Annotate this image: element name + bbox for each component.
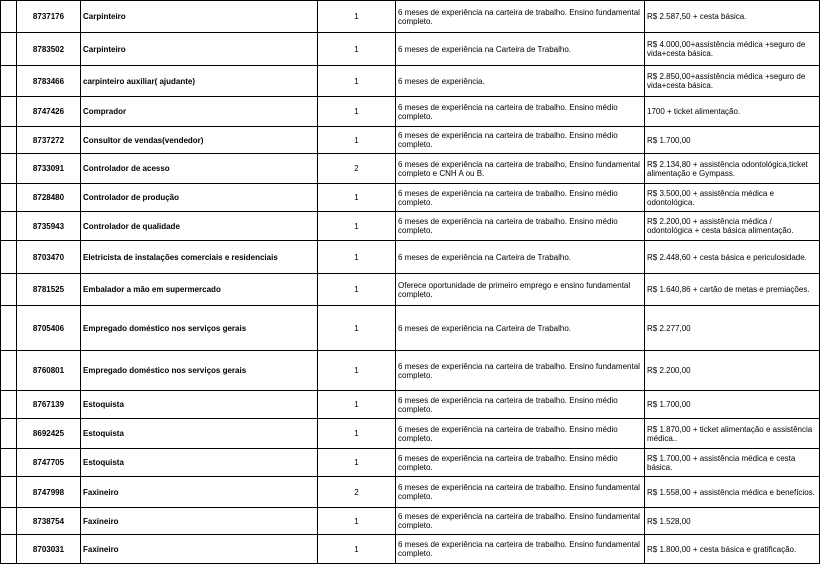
salary-cell: R$ 2.587,50 + cesta básica. — [645, 1, 820, 33]
job-title-cell: Empregado doméstico nos serviços gerais — [81, 306, 318, 351]
row-marker-cell — [1, 419, 17, 449]
salary-cell: R$ 1.800,00 + cesta básica e gratificação. — [645, 535, 820, 564]
salary-cell: R$ 2.134,80 + assistência odontológica,ticket alimentação e Gympass. — [645, 154, 820, 184]
salary-cell: R$ 1.558,00 + assistência médica e benefícios. — [645, 477, 820, 508]
row-marker-cell — [1, 212, 17, 241]
salary-cell: R$ 1.700,00 — [645, 391, 820, 419]
vacancies-cell: 1 — [318, 1, 396, 33]
row-marker-cell — [1, 535, 17, 564]
vacancies-cell: 1 — [318, 66, 396, 97]
row-marker-cell — [1, 184, 17, 212]
requirements-cell: Oferece oportunidade de primeiro emprego e ensino fundamental completo. — [396, 274, 645, 306]
table-row — [1, 391, 820, 419]
vacancies-cell: 2 — [318, 477, 396, 508]
vacancies-cell: 2 — [318, 154, 396, 184]
job-title-cell: Carpinteiro — [81, 1, 318, 33]
salary-cell: R$ 2.850,00+assistência médica +seguro de vida+cesta básica. — [645, 66, 820, 97]
requirements-cell: 6 meses de experiência na carteira de trabalho. Ensino médio completo. — [396, 212, 645, 241]
table-row — [1, 535, 820, 564]
job-title-cell: carpinteiro auxiliar( ajudante) — [81, 66, 318, 97]
vacancies-cell: 1 — [318, 306, 396, 351]
table-row — [1, 241, 820, 274]
requirements-cell: 6 meses de experiência na carteira de trabalho. Ensino médio completo. — [396, 449, 645, 477]
job-title-cell: Estoquista — [81, 449, 318, 477]
salary-cell: R$ 2.200,00 — [645, 351, 820, 391]
requirements-cell: 6 meses de experiência na carteira de trabalho. Ensino fundamental completo. — [396, 508, 645, 535]
job-code-cell: 8783502 — [17, 33, 81, 66]
requirements-cell: 6 meses de experiência na carteira de trabalho. Ensino fundamental completo. — [396, 1, 645, 33]
salary-cell: R$ 1.870,00 + ticket alimentação e assistência médica.. — [645, 419, 820, 449]
requirements-cell: 6 meses de experiência na carteira de trabalho. Ensino médio completo. — [396, 419, 645, 449]
salary-cell: R$ 1.640,86 + cartão de metas e premiações. — [645, 274, 820, 306]
requirements-cell: 6 meses de experiência na carteira de trabalho. Ensino fundamental completo. — [396, 351, 645, 391]
vacancies-cell: 1 — [318, 391, 396, 419]
table-row — [1, 212, 820, 241]
row-marker-cell — [1, 351, 17, 391]
requirements-cell: 6 meses de experiência na carteira de trabalho. Ensino médio completo. — [396, 391, 645, 419]
row-marker-cell — [1, 508, 17, 535]
job-title-cell: Controlador de acesso — [81, 154, 318, 184]
job-title-cell: Consultor de vendas(vendedor) — [81, 127, 318, 154]
job-code-cell: 8767139 — [17, 391, 81, 419]
job-code-cell: 8733091 — [17, 154, 81, 184]
row-marker-cell — [1, 241, 17, 274]
requirements-cell: 6 meses de experiência. — [396, 66, 645, 97]
row-marker-cell — [1, 477, 17, 508]
job-code-cell: 8703470 — [17, 241, 81, 274]
job-title-cell: Estoquista — [81, 419, 318, 449]
job-title-cell: Controlador de produção — [81, 184, 318, 212]
table-row — [1, 1, 820, 33]
job-code-cell: 8738754 — [17, 508, 81, 535]
job-title-cell: Faxineiro — [81, 477, 318, 508]
job-code-cell: 8703031 — [17, 535, 81, 564]
job-code-cell: 8737176 — [17, 1, 81, 33]
salary-cell: R$ 1.700,00 — [645, 127, 820, 154]
table-row — [1, 33, 820, 66]
table-row — [1, 184, 820, 212]
job-title-cell: Controlador de qualidade — [81, 212, 318, 241]
job-listings-body — [1, 1, 820, 564]
requirements-cell: 6 meses de experiência na carteira de trabalho, Ensino fundamental completo e CNH A ou B. — [396, 154, 645, 184]
salary-cell: R$ 3.500,00 + assistência médica e odontológica. — [645, 184, 820, 212]
vacancies-cell: 1 — [318, 184, 396, 212]
vacancies-cell: 1 — [318, 351, 396, 391]
row-marker-cell — [1, 33, 17, 66]
table-row — [1, 508, 820, 535]
vacancies-cell: 1 — [318, 419, 396, 449]
vacancies-cell: 1 — [318, 535, 396, 564]
job-code-cell: 8783466 — [17, 66, 81, 97]
salary-cell: 1700 + ticket alimentação. — [645, 97, 820, 127]
table-row — [1, 449, 820, 477]
row-marker-cell — [1, 97, 17, 127]
vacancies-cell: 1 — [318, 241, 396, 274]
job-code-cell: 8747426 — [17, 97, 81, 127]
row-marker-cell — [1, 391, 17, 419]
row-marker-cell — [1, 127, 17, 154]
vacancies-cell: 1 — [318, 127, 396, 154]
job-code-cell: 8760801 — [17, 351, 81, 391]
job-title-cell: Faxineiro — [81, 535, 318, 564]
requirements-cell: 6 meses de experiência na Carteira de Trabalho. — [396, 33, 645, 66]
requirements-cell: 6 meses de experiência na carteira de trabalho. Ensino fundamental completo. — [396, 477, 645, 508]
salary-cell: R$ 4.000,00+assistência médica +seguro de vida+cesta básica. — [645, 33, 820, 66]
vacancies-cell: 1 — [318, 212, 396, 241]
vacancies-cell: 1 — [318, 274, 396, 306]
job-code-cell: 8747705 — [17, 449, 81, 477]
job-code-cell: 8705406 — [17, 306, 81, 351]
job-code-cell: 8737272 — [17, 127, 81, 154]
job-code-cell: 8728480 — [17, 184, 81, 212]
vacancies-cell: 1 — [318, 97, 396, 127]
vacancies-cell: 1 — [318, 508, 396, 535]
job-title-cell: Carpinteiro — [81, 33, 318, 66]
table-row — [1, 306, 820, 351]
job-code-cell: 8747998 — [17, 477, 81, 508]
requirements-cell: 6 meses de experiência na Carteira de Trabalho. — [396, 306, 645, 351]
job-code-cell: 8692425 — [17, 419, 81, 449]
job-title-cell: Comprador — [81, 97, 318, 127]
job-title-cell: Eletricista de instalações comerciais e residenciais — [81, 241, 318, 274]
salary-cell: R$ 2.448,60 + cesta básica e periculosidade. — [645, 241, 820, 274]
requirements-cell: 6 meses de experiência na Carteira de Trabalho. — [396, 241, 645, 274]
row-marker-cell — [1, 66, 17, 97]
job-title-cell: Embalador a mão em supermercado — [81, 274, 318, 306]
vacancies-cell: 1 — [318, 33, 396, 66]
table-row — [1, 154, 820, 184]
job-title-cell: Faxineiro — [81, 508, 318, 535]
row-marker-cell — [1, 1, 17, 33]
salary-cell: R$ 1.528,00 — [645, 508, 820, 535]
job-code-cell: 8735943 — [17, 212, 81, 241]
vacancies-cell: 1 — [318, 449, 396, 477]
requirements-cell: 6 meses de experiência na carteira de trabalho. Ensino fundamental completo. — [396, 535, 645, 564]
table-row — [1, 419, 820, 449]
row-marker-cell — [1, 274, 17, 306]
row-marker-cell — [1, 449, 17, 477]
table-row — [1, 351, 820, 391]
table-row — [1, 97, 820, 127]
requirements-cell: 6 meses de experiência na carteira de trabalho. Ensino médio completo. — [396, 184, 645, 212]
row-marker-cell — [1, 306, 17, 351]
table-row — [1, 127, 820, 154]
requirements-cell: 6 meses de experiência na carteira de trabalho. Ensino médio completo. — [396, 127, 645, 154]
job-title-cell: Empregado doméstico nos serviços gerais — [81, 351, 318, 391]
salary-cell: R$ 2.200,00 + assistência médica / odontológica + cesta básica alimentação. — [645, 212, 820, 241]
requirements-cell: 6 meses de experiência na carteira de trabalho. Ensino médio completo. — [396, 97, 645, 127]
row-marker-cell — [1, 154, 17, 184]
table-row — [1, 274, 820, 306]
job-code-cell: 8781525 — [17, 274, 81, 306]
salary-cell: R$ 1.700,00 + assistência médica e cesta básica. — [645, 449, 820, 477]
salary-cell: R$ 2.277,00 — [645, 306, 820, 351]
job-title-cell: Estoquista — [81, 391, 318, 419]
table-row — [1, 66, 820, 97]
table-row — [1, 477, 820, 508]
